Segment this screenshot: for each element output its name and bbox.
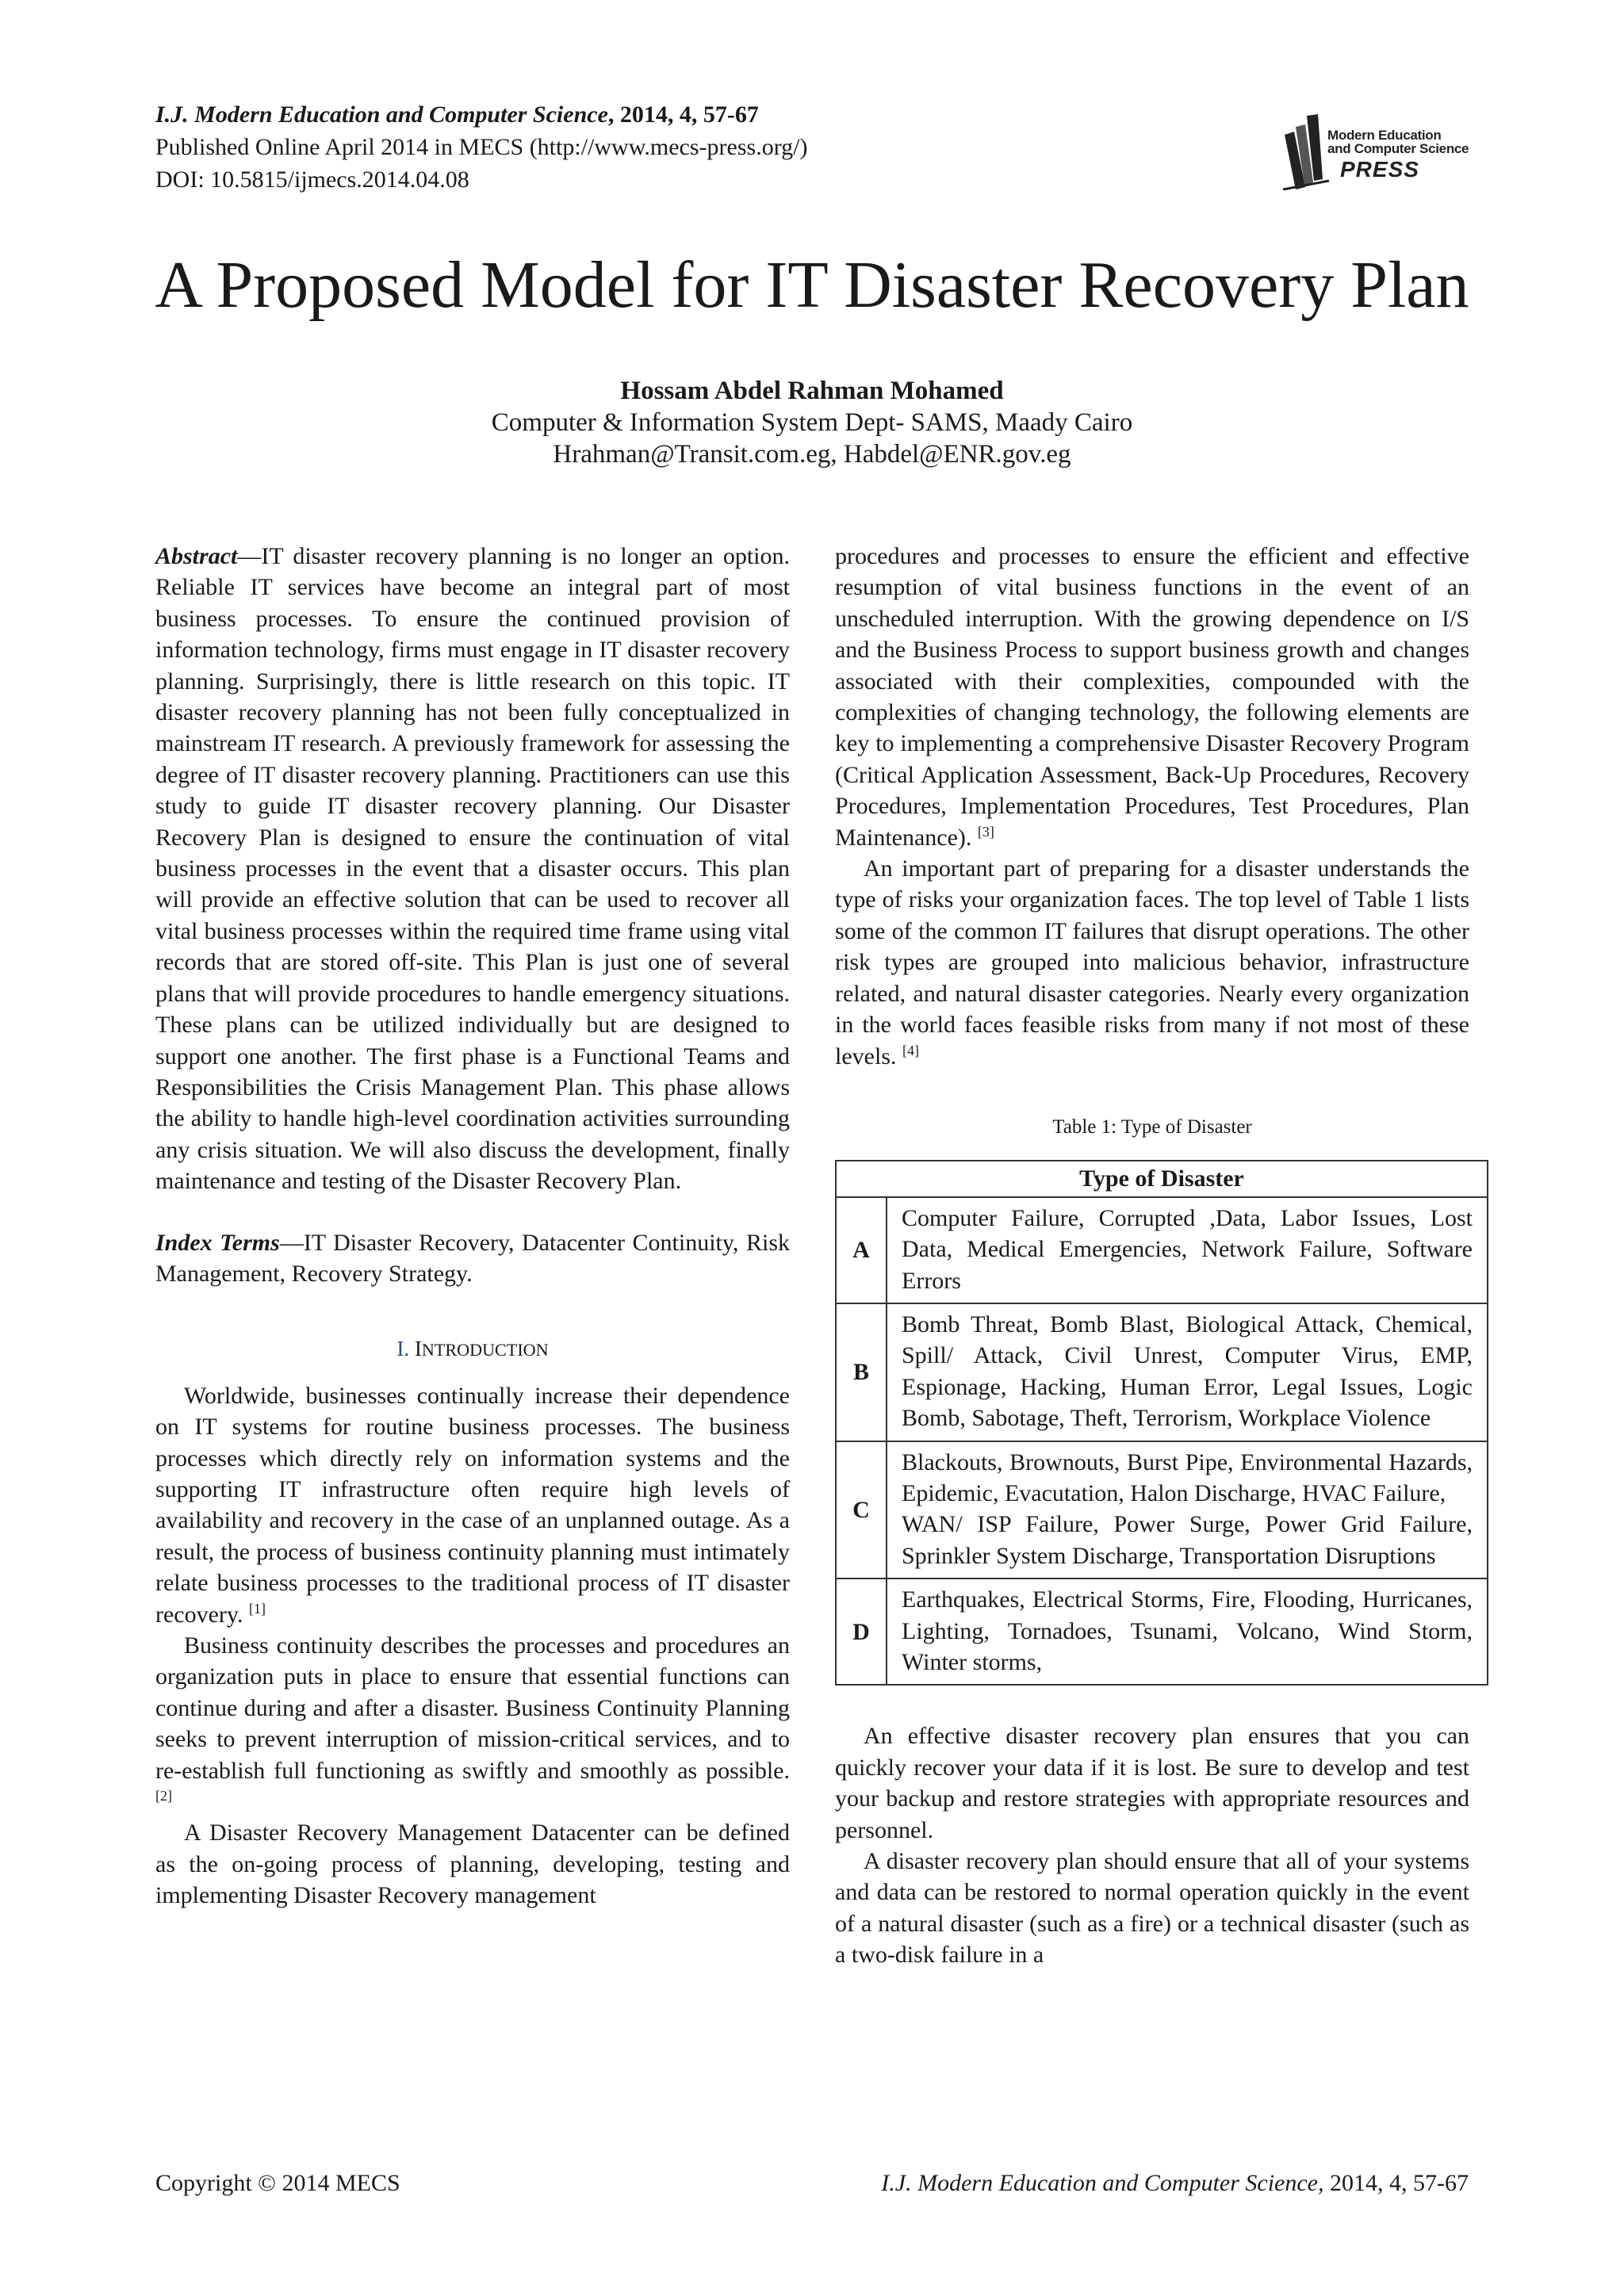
footer-copyright: Copyright © 2014 MECS (155, 2170, 400, 2196)
table-row (836, 1441, 1488, 1579)
index-terms-label: Index Terms (155, 1229, 280, 1256)
abstract (155, 541, 790, 1197)
row-value: Bomb Threat, Bomb Blast, Biological Attack, Chemical, Spill/ Attack, Civil Unrest, Computer Virus, EMP, Espionage, Hacking, Human Error, Legal Issues, Logic Bomb, Sabotage, Theft, Terrorism, Workplace Violence (887, 1303, 1488, 1441)
table-row (836, 1303, 1488, 1441)
section-heading-introduction: I. INTRODUCTION (396, 1337, 549, 1361)
paper-title: A Proposed Model for IT Disaster Recovery Plan (155, 248, 1469, 322)
logo-press: PRESS (1340, 157, 1419, 182)
doi-line: DOI: 10.5815/ijmecs.2014.04.08 (155, 166, 469, 193)
right-paragraph-4: A disaster recovery plan should ensure that all of your systems and data can be restored to normal operation quickly in the event of a natural disaster (such as a fire) or a technical disaster (such as a two-disk failure in a (835, 1848, 1469, 1969)
mecs-press-logo (1278, 111, 1477, 190)
intro-paragraph-3: A Disaster Recovery Management Datacenter can be defined as the on-going process of planning, developing, testing and implementing Disaster Recovery management (155, 1820, 790, 1909)
journal-name: I.J. Modern Education and Computer Science, 2014, 4, 57-67 (155, 101, 759, 128)
citation-ref[interactable]: [3] (977, 823, 994, 840)
footer-journal: I.J. Modern Education and Computer Science, 2014, 4, 57-67 (881, 2170, 1469, 2196)
journal-header (155, 98, 807, 196)
author-emails: Hrahman@Transit.com.eg, Habdel@ENR.gov.eg (553, 440, 1071, 469)
author-name: Hossam Abdel Rahman Mohamed (620, 377, 1004, 405)
table-caption: Table 1: Type of Disaster (1052, 1115, 1252, 1138)
journal-citation (155, 98, 807, 131)
right-paragraph-1: procedures and processes to ensure the efficient and effective resumption of vital business functions in the event of an unscheduled interruption. With the growing dependence on I/S and the Business Process to support business growth and changes associated with their complexities, compounded with the complexities of changing technology, the following elements are key to implementing a comprehensive Disaster Recovery Program (Critical Application Assessment, Back-Up Procedures, Recovery Procedures, Implementation Procedures, Test Procedures, Plan Maintenance). [3] (835, 543, 1469, 851)
author-block (0, 375, 1624, 470)
table-row (836, 1578, 1488, 1685)
logo-text: Modern Education and Computer Science (1327, 128, 1469, 156)
intro-paragraph-2: Business continuity describes the processes and procedures an organization puts in place to ensure that essential functions can continue during and after a disaster. Business Continuity Planning seeks to prevent interruption of mission-critical services, and to re-establish full functioning as swiftly and smoothly as possible. [2] (155, 1632, 790, 1804)
right-paragraph-3: An effective disaster recovery plan ensures that you can quickly recover your data if it is lost. Be sure to develop and test your backup and restore strategies with appropriate resources and personnel. (835, 1723, 1469, 1843)
row-key: D (836, 1578, 887, 1685)
author-affiliation: Computer & Information System Dept- SAMS, Maady Cairo (491, 408, 1133, 437)
disaster-type-table (835, 1160, 1488, 1686)
index-terms-text: —IT Disaster Recovery, Datacenter Continuity, Risk Management, Recovery Strategy. (155, 1229, 790, 1287)
citation-ref[interactable]: [2] (155, 1788, 172, 1804)
row-key: A (836, 1197, 887, 1303)
abstract-text: —IT disaster recovery planning is no longer an option. Reliable IT services have become an integral part of most business processes. To ensure the continued provision of information technology, firms must engage in IT disaster recovery planning. Surprisingly, there is little research on this topic. IT disaster recovery planning has not been fully conceptualized in mainstream IT research. A previously framework for assessing the degree of IT disaster recovery planning. Practitioners can use this study to guide IT disaster recovery planning. Our Disaster Recovery Plan is designed to ensure the continuation of vital business processes in the event that a disaster occurs. This plan will provide an effective solution that can be used to recover all vital business processes within the required time frame using vital records that are stored off-site. This Plan is just one of several plans that will provide procedures to handle emergency situations. These plans can be utilized individually but are designed to support one another. The first phase is a Functional Teams and Responsibilities the Crisis Management Plan. This phase allows the ability to handle high-level coordination activities surrounding any crisis situation. We will also discuss the development, finally maintenance and testing of the Disaster Recovery Plan. (155, 543, 790, 1195)
abstract-label: Abstract (155, 543, 238, 569)
right-paragraph-2: An important part of preparing for a disaster understands the type of risks your organization faces. The top level of Table 1 lists some of the common IT failures that disrupt operations. The other risk types are grouped into malicious behavior, infrastructure related, and natural disaster categories. Nearly every organization in the world faces feasible risks from many if not most of these levels. [4] (835, 855, 1469, 1070)
published-line: Published Online April 2014 in MECS (http://www.mecs-press.org/) (155, 134, 808, 160)
row-value: Computer Failure, Corrupted ,Data, Labor Issues, Lost Data, Medical Emergencies, Network Failure, Software Errors (887, 1197, 1488, 1303)
citation-ref[interactable]: [1] (248, 1600, 266, 1617)
table-header: Type of Disaster (836, 1161, 1488, 1196)
row-key: B (836, 1303, 887, 1441)
row-key: C (836, 1441, 887, 1579)
table-row (836, 1197, 1488, 1303)
citation-ref[interactable]: [4] (902, 1042, 919, 1058)
books-icon (1278, 111, 1334, 190)
right-column (835, 541, 1473, 1971)
left-column (155, 541, 790, 1911)
row-value: Earthquakes, Electrical Storms, Fire, Flooding, Hurricanes, Lighting, Tornadoes, Tsunami, Volcano, Wind Storm, Winter storms, (887, 1578, 1488, 1685)
row-value: Blackouts, Brownouts, Burst Pipe, Environmental Hazards, Epidemic, Evacutation, Halon Discharge, HVAC Failure, WAN/ ISP Failure, Power Surge, Power Grid Failure, Sprinkler System Discharge, Transportation Disruptions (887, 1441, 1488, 1579)
intro-paragraph-1: Worldwide, businesses continually increase their dependence on IT systems for routine business processes. The business processes which directly rely on information systems and the supporting IT infrastructure often require high levels of availability and recovery in the case of an unplanned outage. As a result, the process of business continuity planning must intimately relate business processes to the traditional process of IT disaster recovery. [1] (155, 1382, 790, 1628)
index-terms (155, 1227, 790, 1290)
